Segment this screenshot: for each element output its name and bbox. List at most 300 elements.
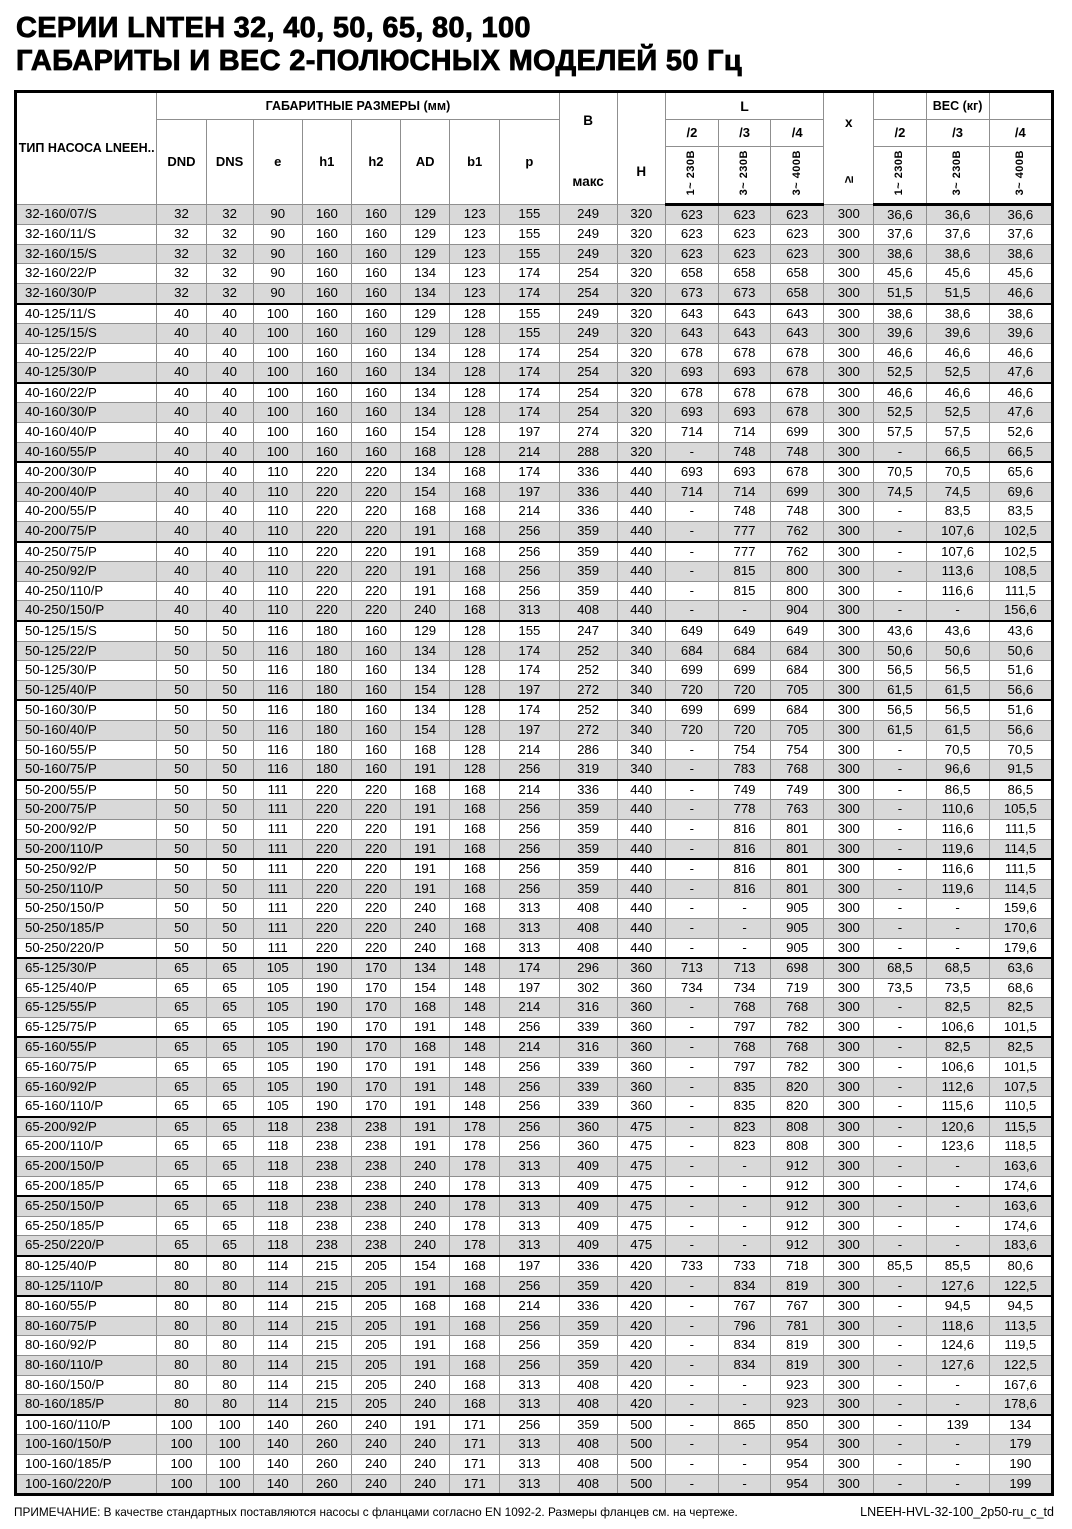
value-cell: 240 [351, 1415, 400, 1435]
value-cell: 160 [351, 661, 400, 681]
value-cell: 320 [617, 403, 665, 423]
value-cell: 40 [157, 502, 206, 522]
value-cell: 440 [617, 522, 665, 542]
value-cell: 65 [157, 1077, 206, 1097]
value-cell: 190 [302, 1017, 351, 1037]
pump-type-header: ТИП НАСОСА LNEEH.. [16, 91, 157, 204]
value-cell: 409 [559, 1236, 617, 1256]
table-row [16, 304, 1053, 324]
value-cell: 300 [824, 780, 874, 800]
value-cell: 168 [450, 800, 500, 820]
value-cell: 240 [351, 1454, 400, 1474]
table-row [16, 700, 1053, 720]
value-cell: 70,5 [874, 462, 926, 482]
value-cell: 101,5 [989, 1017, 1052, 1037]
value-cell: 220 [351, 899, 400, 919]
value-cell: 408 [559, 899, 617, 919]
value-cell: 45,6 [926, 264, 989, 284]
value-cell: 713 [665, 958, 718, 978]
value-cell: - [665, 918, 718, 938]
value-cell: 220 [351, 462, 400, 482]
value-cell: 191 [401, 1276, 450, 1296]
value-cell: - [718, 899, 770, 919]
value-cell: 111 [253, 839, 302, 859]
pump-model-cell: 50-200/75/P [16, 800, 157, 820]
table-row [16, 839, 1053, 859]
value-cell: 623 [771, 204, 824, 225]
value-cell: 168 [450, 601, 500, 621]
value-cell: 114 [253, 1276, 302, 1296]
value-cell: 440 [617, 581, 665, 601]
l-variant-3: /3 [718, 119, 770, 146]
col-header-e: e [253, 119, 302, 204]
value-cell: 440 [617, 780, 665, 800]
value-cell: - [874, 800, 926, 820]
value-cell: 65 [157, 1097, 206, 1117]
value-cell: 118 [253, 1157, 302, 1177]
value-cell: - [665, 1435, 718, 1455]
value-cell: - [665, 442, 718, 462]
value-cell: 80,6 [989, 1256, 1052, 1276]
value-cell: 763 [771, 800, 824, 820]
value-cell: 260 [302, 1474, 351, 1495]
table-row [16, 740, 1053, 760]
value-cell: 69,6 [989, 482, 1052, 502]
value-cell: 623 [718, 204, 770, 225]
pump-model-cell: 65-160/110/P [16, 1097, 157, 1117]
pump-model-cell: 80-125/40/P [16, 1256, 157, 1276]
value-cell: 320 [617, 324, 665, 344]
value-cell: 36,6 [926, 204, 989, 225]
pump-model-cell: 50-200/110/P [16, 839, 157, 859]
value-cell: 191 [401, 562, 450, 582]
value-cell: 179,6 [989, 938, 1052, 958]
value-cell: 319 [559, 760, 617, 780]
value-cell: 272 [559, 720, 617, 740]
value-cell: 714 [718, 423, 770, 443]
value-cell: 714 [665, 423, 718, 443]
value-cell: 220 [302, 581, 351, 601]
value-cell: - [665, 938, 718, 958]
value-cell: 834 [718, 1336, 770, 1356]
pump-model-cell: 100-160/185/P [16, 1454, 157, 1474]
value-cell: 148 [450, 1077, 500, 1097]
value-cell: 65 [157, 1058, 206, 1078]
value-cell: 684 [771, 661, 824, 681]
value-cell: 70,5 [926, 740, 989, 760]
value-cell: 174 [500, 383, 559, 403]
value-cell: 313 [500, 1395, 559, 1415]
value-cell: 40 [206, 522, 253, 542]
value-cell: 300 [824, 423, 874, 443]
value-cell: 768 [771, 998, 824, 1018]
value-cell: 214 [500, 1296, 559, 1316]
value-cell: 96,6 [926, 760, 989, 780]
value-cell: 220 [351, 839, 400, 859]
value-cell: 168 [450, 482, 500, 502]
table-row [16, 1137, 1053, 1157]
value-cell: 252 [559, 700, 617, 720]
value-cell: 238 [302, 1176, 351, 1196]
value-cell: - [874, 1454, 926, 1474]
value-cell: 90 [253, 225, 302, 245]
value-cell: 286 [559, 740, 617, 760]
value-cell: 720 [665, 720, 718, 740]
value-cell: 408 [559, 601, 617, 621]
value-cell: 912 [771, 1196, 824, 1216]
value-cell: 300 [824, 442, 874, 462]
value-cell: 220 [351, 542, 400, 562]
value-cell: 154 [401, 720, 450, 740]
value-cell: 180 [302, 680, 351, 700]
value-cell: 734 [718, 978, 770, 998]
value-cell: 300 [824, 839, 874, 859]
value-cell: 163,6 [989, 1196, 1052, 1216]
value-cell: 300 [824, 1296, 874, 1316]
value-cell: 190 [302, 978, 351, 998]
value-cell: 205 [351, 1316, 400, 1336]
value-cell: 360 [617, 978, 665, 998]
value-cell: 693 [718, 403, 770, 423]
value-cell: 699 [771, 423, 824, 443]
value-cell: 180 [302, 760, 351, 780]
value-cell: 160 [351, 442, 400, 462]
value-cell: 643 [665, 324, 718, 344]
value-cell: 40 [157, 343, 206, 363]
value-cell: 300 [824, 502, 874, 522]
value-cell: 100 [157, 1474, 206, 1495]
value-cell: 359 [559, 562, 617, 582]
value-cell: 191 [401, 1137, 450, 1157]
value-cell: 215 [302, 1316, 351, 1336]
value-cell: 420 [617, 1316, 665, 1336]
value-cell: 220 [302, 780, 351, 800]
value-cell: 105 [253, 1037, 302, 1057]
value-cell: 440 [617, 502, 665, 522]
value-cell: 475 [617, 1137, 665, 1157]
value-cell: 197 [500, 423, 559, 443]
value-cell: 247 [559, 621, 617, 641]
value-cell: 50 [157, 740, 206, 760]
value-cell: 819 [771, 1336, 824, 1356]
value-cell: 300 [824, 542, 874, 562]
value-cell: 65 [206, 1176, 253, 1196]
value-cell: 360 [617, 1017, 665, 1037]
value-cell: 256 [500, 800, 559, 820]
value-cell: 300 [824, 304, 874, 324]
value-cell: 256 [500, 1276, 559, 1296]
value-cell: 796 [718, 1316, 770, 1336]
value-cell: - [926, 1176, 989, 1196]
value-cell: 300 [824, 522, 874, 542]
value-cell: 134 [401, 462, 450, 482]
weight-variant-3: /3 [926, 119, 989, 146]
value-cell: 359 [559, 800, 617, 820]
value-cell: 215 [302, 1276, 351, 1296]
value-cell: 178 [450, 1216, 500, 1236]
value-cell: 180 [302, 641, 351, 661]
pump-model-cell: 32-160/07/S [16, 204, 157, 225]
value-cell: 39,6 [989, 324, 1052, 344]
value-cell: 80 [206, 1336, 253, 1356]
value-cell: - [926, 1196, 989, 1216]
value-cell: 116 [253, 740, 302, 760]
value-cell: 160 [351, 244, 400, 264]
value-cell: 220 [351, 819, 400, 839]
value-cell: 170 [351, 978, 400, 998]
value-cell: 168 [450, 1336, 500, 1356]
value-cell: 733 [665, 1256, 718, 1276]
value-cell: 40 [206, 581, 253, 601]
value-cell: 61,5 [874, 680, 926, 700]
value-cell: 754 [771, 740, 824, 760]
value-cell: 256 [500, 581, 559, 601]
weight-phase-1-230: 1~ 230В [874, 146, 926, 204]
value-cell: 40 [157, 601, 206, 621]
value-cell: 65 [206, 1117, 253, 1137]
value-cell: - [874, 1037, 926, 1057]
value-cell: 56,5 [926, 700, 989, 720]
table-row [16, 978, 1053, 998]
value-cell: 66,5 [926, 442, 989, 462]
value-cell: 256 [500, 1017, 559, 1037]
value-cell: 220 [302, 839, 351, 859]
value-cell: - [665, 1216, 718, 1236]
value-cell: 274 [559, 423, 617, 443]
value-cell: 110 [253, 482, 302, 502]
value-cell: 440 [617, 879, 665, 899]
pump-model-cell: 40-160/22/P [16, 383, 157, 403]
value-cell: - [874, 1196, 926, 1216]
value-cell: 801 [771, 879, 824, 899]
value-cell: 170 [351, 998, 400, 1018]
value-cell: 420 [617, 1256, 665, 1276]
value-cell: 300 [824, 1336, 874, 1356]
value-cell: 160 [302, 324, 351, 344]
value-cell: 116 [253, 641, 302, 661]
value-cell: 300 [824, 1097, 874, 1117]
value-cell: 174 [500, 958, 559, 978]
value-cell: 40 [157, 423, 206, 443]
value-cell: 300 [824, 264, 874, 284]
value-cell: 65 [206, 998, 253, 1018]
value-cell: 50 [157, 800, 206, 820]
value-cell: - [874, 502, 926, 522]
value-cell: 300 [824, 998, 874, 1018]
value-cell: 100 [253, 324, 302, 344]
value-cell: 180 [302, 740, 351, 760]
pump-model-cell: 32-160/22/P [16, 264, 157, 284]
value-cell: 256 [500, 1316, 559, 1336]
value-cell: 300 [824, 1196, 874, 1216]
value-cell: 300 [824, 1316, 874, 1336]
value-cell: 110 [253, 502, 302, 522]
value-cell: 90 [253, 264, 302, 284]
value-cell: 155 [500, 204, 559, 225]
value-cell: 65 [206, 1017, 253, 1037]
value-cell: 114 [253, 1316, 302, 1336]
value-cell: 699 [718, 700, 770, 720]
value-cell: 440 [617, 462, 665, 482]
value-cell: 128 [450, 343, 500, 363]
value-cell: - [874, 1216, 926, 1236]
value-cell: 110 [253, 581, 302, 601]
value-cell: 160 [351, 403, 400, 423]
table-row [16, 324, 1053, 344]
b-max-header [559, 91, 617, 204]
value-cell: 819 [771, 1276, 824, 1296]
value-cell: 111 [253, 859, 302, 879]
value-cell: 148 [450, 998, 500, 1018]
table-row [16, 958, 1053, 978]
pump-model-cell: 32-160/11/S [16, 225, 157, 245]
value-cell: 148 [450, 958, 500, 978]
pump-model-cell: 65-125/40/P [16, 978, 157, 998]
value-cell: 174 [500, 264, 559, 284]
value-cell: 313 [500, 899, 559, 919]
value-cell: 249 [559, 204, 617, 225]
table-row [16, 264, 1053, 284]
value-cell: 835 [718, 1097, 770, 1117]
table-row [16, 1415, 1053, 1435]
dimensions-group-header: ГАБАРИТНЫЕ РАЗМЕРЫ (мм) [157, 91, 559, 119]
pump-model-cell: 80-160/55/P [16, 1296, 157, 1316]
value-cell: - [665, 1415, 718, 1435]
value-cell: 160 [351, 264, 400, 284]
value-cell: 160 [302, 383, 351, 403]
value-cell: 38,6 [874, 304, 926, 324]
value-cell: 118 [253, 1236, 302, 1256]
value-cell: 240 [401, 1375, 450, 1395]
value-cell: 116,6 [926, 581, 989, 601]
footer [14, 1505, 1054, 1519]
value-cell: 313 [500, 938, 559, 958]
value-cell: 300 [824, 601, 874, 621]
value-cell: 797 [718, 1017, 770, 1037]
value-cell: 80 [157, 1375, 206, 1395]
value-cell: 111 [253, 899, 302, 919]
value-cell: 43,6 [989, 621, 1052, 641]
value-cell: 834 [718, 1276, 770, 1296]
value-cell: 50,6 [926, 641, 989, 661]
value-cell: 768 [771, 760, 824, 780]
value-cell: 50 [157, 621, 206, 641]
value-cell: 912 [771, 1236, 824, 1256]
value-cell: 51,6 [989, 661, 1052, 681]
value-cell: 40 [157, 324, 206, 344]
value-cell: 36,6 [874, 204, 926, 225]
value-cell: 190 [989, 1454, 1052, 1474]
value-cell: 734 [665, 978, 718, 998]
value-cell: 300 [824, 978, 874, 998]
value-cell: 684 [771, 700, 824, 720]
value-cell: 40 [157, 581, 206, 601]
value-cell: 300 [824, 1058, 874, 1078]
value-cell: 954 [771, 1435, 824, 1455]
value-cell: 38,6 [926, 244, 989, 264]
value-cell: 240 [401, 1157, 450, 1177]
value-cell: - [665, 1097, 718, 1117]
pump-model-cell: 80-160/92/P [16, 1336, 157, 1356]
greater-equal-symbol: ≥ [841, 175, 857, 184]
value-cell: - [665, 760, 718, 780]
pump-model-cell: 50-250/150/P [16, 899, 157, 919]
weight-top-spacer-4 [989, 91, 1052, 119]
value-cell: 171 [450, 1454, 500, 1474]
value-cell: - [718, 1474, 770, 1495]
document-code: LNEEH-HVL-32-100_2p50-ru_c_td [860, 1505, 1054, 1520]
value-cell: 834 [718, 1355, 770, 1375]
value-cell: 220 [302, 938, 351, 958]
value-cell: 238 [351, 1176, 400, 1196]
value-cell: 801 [771, 859, 824, 879]
value-cell: 678 [665, 383, 718, 403]
table-row [16, 283, 1053, 303]
value-cell: 409 [559, 1157, 617, 1177]
value-cell: 134 [401, 383, 450, 403]
value-cell: 699 [718, 661, 770, 681]
value-cell: 40 [206, 363, 253, 383]
value-cell: 102,5 [989, 522, 1052, 542]
value-cell: 65 [206, 1077, 253, 1097]
table-row [16, 1336, 1053, 1356]
value-cell: 336 [559, 462, 617, 482]
value-cell: - [665, 1395, 718, 1415]
value-cell: 199 [989, 1474, 1052, 1495]
value-cell: 904 [771, 601, 824, 621]
pump-model-cell: 65-250/150/P [16, 1196, 157, 1216]
value-cell: 100 [253, 442, 302, 462]
value-cell: 658 [665, 264, 718, 284]
weight-phase-3-230: 3~ 230В [926, 146, 989, 204]
value-cell: 106,6 [926, 1058, 989, 1078]
value-cell: 50 [157, 760, 206, 780]
value-cell: 420 [617, 1355, 665, 1375]
value-cell: 191 [401, 859, 450, 879]
value-cell: - [926, 1236, 989, 1256]
value-cell: 300 [824, 204, 874, 225]
value-cell: 408 [559, 938, 617, 958]
value-cell: 240 [401, 1435, 450, 1455]
value-cell: 214 [500, 1037, 559, 1057]
value-cell: 408 [559, 1474, 617, 1495]
value-cell: 249 [559, 324, 617, 344]
value-cell: 52,5 [874, 363, 926, 383]
table-row [16, 363, 1053, 383]
value-cell: 313 [500, 1375, 559, 1395]
value-cell: 359 [559, 839, 617, 859]
pump-model-cell: 100-160/220/P [16, 1474, 157, 1495]
value-cell: - [665, 1276, 718, 1296]
value-cell: 623 [771, 244, 824, 264]
table-row [16, 601, 1053, 621]
value-cell: 643 [771, 324, 824, 344]
value-cell: 40 [206, 442, 253, 462]
value-cell: 50 [206, 899, 253, 919]
value-cell: 52,5 [926, 363, 989, 383]
value-cell: 178 [450, 1196, 500, 1216]
table-row [16, 1296, 1053, 1316]
value-cell: - [874, 581, 926, 601]
value-cell: 160 [351, 324, 400, 344]
value-cell: 116 [253, 621, 302, 641]
value-cell: 220 [351, 800, 400, 820]
value-cell: 80 [157, 1296, 206, 1316]
value-cell: 168 [450, 462, 500, 482]
value-cell: 313 [500, 1454, 559, 1474]
table-row [16, 442, 1053, 462]
value-cell: 215 [302, 1256, 351, 1276]
